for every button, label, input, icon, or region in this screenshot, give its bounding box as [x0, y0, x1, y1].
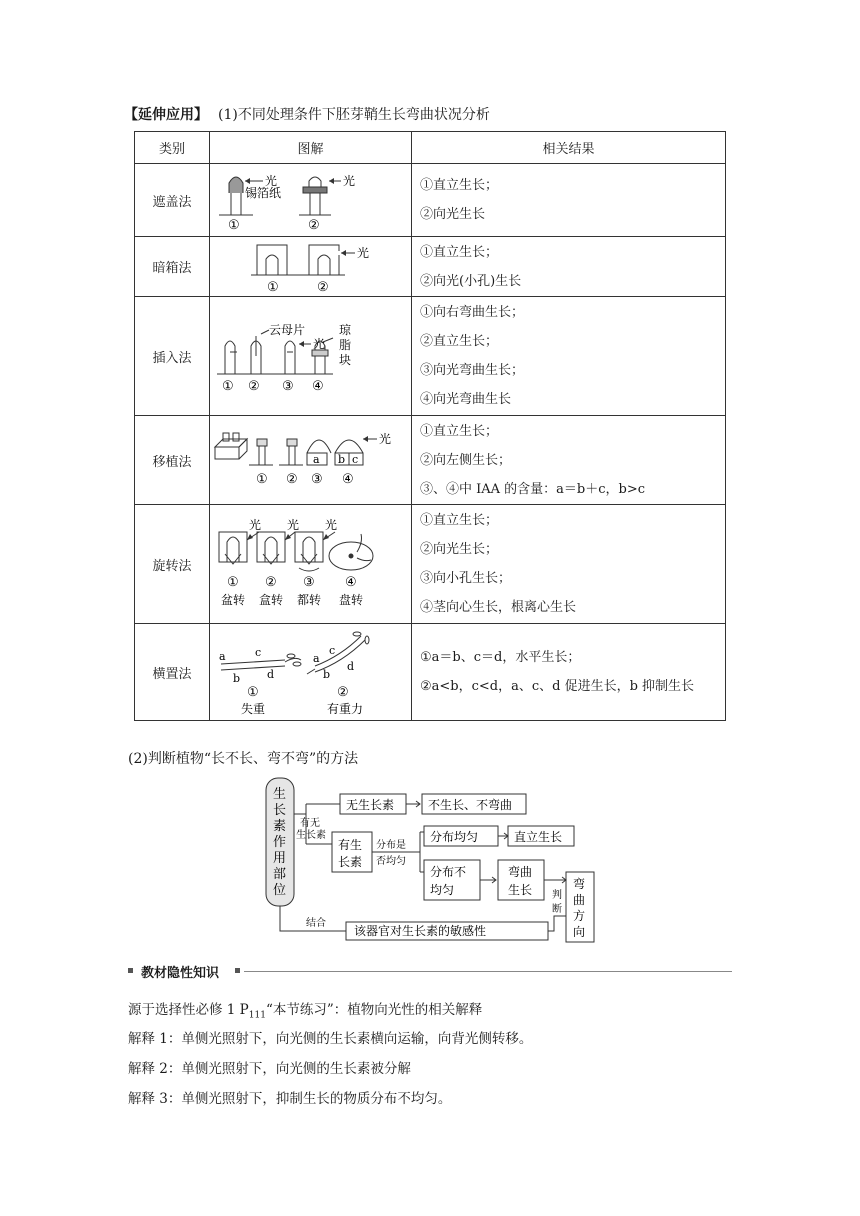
label-light: 光	[248, 518, 261, 532]
edge-label: 断	[552, 904, 562, 915]
source-text: 源于选择性必修 1 P	[128, 1002, 249, 1018]
label-light: 光	[324, 518, 337, 532]
section2-title: (2)判断植物“长不长、弯不弯”的方法	[128, 751, 359, 767]
section1-title: (1)不同处理条件下胚芽鞘生长弯曲状况分析	[218, 107, 490, 123]
label-a: a	[312, 652, 320, 665]
result-line: ②向左侧生长；	[420, 452, 512, 468]
label-b: b	[232, 672, 240, 685]
label-foil: 锡箔纸	[244, 186, 281, 200]
row-category: 插入法	[135, 297, 210, 416]
result-line: ②向光生长；	[420, 542, 499, 557]
covering-diagram	[211, 165, 411, 235]
label-light: 光	[264, 174, 277, 188]
label-num: ④	[341, 472, 354, 487]
result-line: ②向光生长	[420, 207, 486, 222]
label-num: ③	[310, 472, 323, 487]
label-b: b	[322, 668, 330, 681]
result-line: ①a＝b、c＝d，水平生长；	[420, 650, 581, 665]
root-char: 素	[273, 819, 287, 834]
square-bullet-icon	[128, 968, 133, 973]
no-growth-box: 不生长、不弯曲	[428, 798, 513, 812]
result-line: ③向小孔生长；	[420, 571, 512, 586]
edge-label: 判	[552, 890, 562, 901]
row-results	[412, 164, 726, 237]
label-agar: 块	[338, 353, 351, 367]
label-a: a	[218, 650, 226, 663]
edge-label: 分布是	[376, 840, 406, 851]
label-d: d	[266, 668, 274, 681]
label-c: c	[328, 644, 335, 657]
root-char: 生	[273, 787, 287, 802]
row-diagram	[210, 297, 412, 416]
table-row	[135, 624, 726, 721]
row-category: 旋转法	[135, 505, 210, 624]
dark-box-diagram	[211, 239, 411, 295]
square-bullet-icon	[235, 968, 240, 973]
direction-char: 弯	[573, 877, 586, 891]
has-auxin-box: 有生	[338, 838, 363, 852]
row-results	[412, 624, 726, 721]
edge-label: 有无	[300, 818, 320, 829]
uneven-box: 分布不	[430, 865, 467, 879]
label-num: ①	[221, 379, 234, 394]
result-line: ③向光弯曲生长；	[420, 363, 525, 378]
rotation-diagram	[211, 514, 411, 614]
extension-label: 【延伸应用】	[124, 107, 208, 123]
divider	[244, 971, 732, 972]
bend-box: 弯曲	[508, 865, 533, 879]
knowledge-header	[128, 962, 732, 982]
table-row	[135, 164, 726, 237]
row-category: 遮盖法	[135, 164, 210, 237]
analysis-table	[134, 131, 726, 721]
root-char: 部	[273, 867, 287, 882]
result-line: ①直立生长；	[420, 423, 499, 439]
label-num: ①	[246, 685, 259, 700]
row-category: 暗箱法	[135, 237, 210, 297]
label-rotate: 盒转	[258, 593, 283, 607]
source-text: “本节练习”：植物向光性的相关解释	[265, 1002, 483, 1018]
label-light: 光	[378, 432, 391, 446]
row-diagram	[210, 624, 412, 721]
table-header-row	[135, 132, 726, 164]
explanation-line: 解释 2：单侧光照射下，向光侧的生长素被分解	[128, 1061, 411, 1077]
label-block: c	[351, 453, 358, 466]
upright-box: 直立生长	[514, 830, 563, 844]
col-header-category: 类别	[135, 132, 210, 164]
section-heading	[124, 104, 490, 124]
label-num: ④	[344, 575, 357, 590]
result-line: ①直立生长；	[420, 244, 499, 260]
row-results	[412, 237, 726, 297]
result-line: ①直立生长；	[420, 178, 499, 193]
label-num: ②	[316, 279, 329, 295]
label-agar: 脂	[338, 338, 351, 352]
label-rotate: 盘转	[338, 593, 363, 607]
label-num: ③	[281, 379, 294, 394]
insertion-diagram	[211, 316, 411, 396]
row-category: 移植法	[135, 416, 210, 505]
label-rotate: 都转	[296, 593, 321, 607]
growth-flowchart	[262, 776, 602, 946]
row-results	[412, 416, 726, 505]
label-light: 光	[286, 518, 299, 532]
source-line	[128, 998, 482, 1021]
source-page: 111	[248, 1010, 266, 1021]
label-num: ④	[311, 379, 324, 394]
label-num: ①	[227, 218, 240, 233]
has-auxin-box: 长素	[338, 855, 363, 869]
bend-box: 生长	[508, 883, 533, 897]
label-light: 光	[356, 245, 369, 260]
label-light: 光	[342, 174, 355, 188]
knowledge-title: 教材隐性知识	[141, 966, 220, 981]
result-line: ①直立生长；	[420, 513, 499, 528]
result-line: ④茎向心生长，根离心生长	[420, 600, 577, 615]
row-diagram	[210, 164, 412, 237]
label-num: ①	[255, 472, 268, 487]
table-row	[135, 237, 726, 297]
result-line: ②直立生长；	[420, 334, 499, 349]
no-auxin-box: 无生长素	[346, 798, 395, 812]
label-light: 光	[312, 337, 325, 351]
label-num: ②	[264, 575, 277, 590]
result-line: ③、④中 IAA 的含量：a＝b＋c，b>c	[420, 481, 646, 497]
row-diagram	[210, 416, 412, 505]
explanation-line: 解释 1：单侧光照射下，向光侧的生长素横向运输，向背光侧转移。	[128, 1031, 533, 1047]
root-char: 用	[273, 851, 287, 866]
label-num: ③	[302, 575, 315, 590]
uneven-box: 均匀	[430, 883, 455, 897]
table-row	[135, 505, 726, 624]
row-category: 横置法	[135, 624, 210, 721]
label-c: c	[254, 646, 261, 659]
label-mica: 云母片	[268, 323, 305, 337]
explanation-line: 解释 3：单侧光照射下，抑制生长的物质分布不均匀。	[128, 1091, 452, 1107]
label-num: ①	[226, 575, 239, 590]
direction-char: 向	[573, 925, 586, 939]
result-line: ④向光弯曲生长	[420, 392, 512, 407]
col-header-diagram: 图解	[210, 132, 412, 164]
row-results	[412, 505, 726, 624]
direction-char: 曲	[573, 893, 586, 907]
edge-label: 生长素	[296, 830, 326, 841]
root-char: 作	[273, 835, 287, 850]
result-line: ②向光(小孔)生长	[420, 273, 522, 289]
even-box: 分布均匀	[430, 830, 479, 844]
label-rotate: 盆转	[220, 593, 245, 607]
edge-label: 结合	[306, 918, 326, 929]
label-gravity: 有重力	[326, 702, 363, 716]
transplant-diagram	[211, 425, 411, 495]
label-block: a	[312, 453, 320, 466]
label-weightless: 失重	[240, 702, 265, 716]
label-block: b	[337, 453, 345, 466]
edge-label: 否均匀	[376, 856, 406, 867]
sensitivity-box: 该器官对生长素的敏感性	[354, 924, 487, 938]
root-char: 位	[273, 883, 287, 898]
direction-char: 方	[573, 909, 586, 923]
label-num: ②	[336, 685, 349, 700]
label-num: ②	[285, 472, 298, 487]
label-agar: 琼	[338, 323, 351, 337]
row-diagram	[210, 505, 412, 624]
flowchart-svg	[262, 776, 602, 946]
table-row	[135, 297, 726, 416]
col-header-result: 相关结果	[412, 132, 726, 164]
label-num: ①	[266, 279, 279, 295]
result-line: ②a<b，c<d，a、c、d 促进生长，b 抑制生长	[420, 679, 695, 694]
root-char: 长	[273, 803, 287, 818]
label-num: ②	[247, 379, 260, 394]
label-num: ②	[307, 218, 320, 233]
table-row	[135, 416, 726, 505]
horizontal-diagram	[211, 626, 411, 718]
row-results	[412, 297, 726, 416]
label-d: d	[346, 660, 354, 673]
result-line: ①向右弯曲生长；	[420, 305, 525, 320]
row-diagram	[210, 237, 412, 297]
